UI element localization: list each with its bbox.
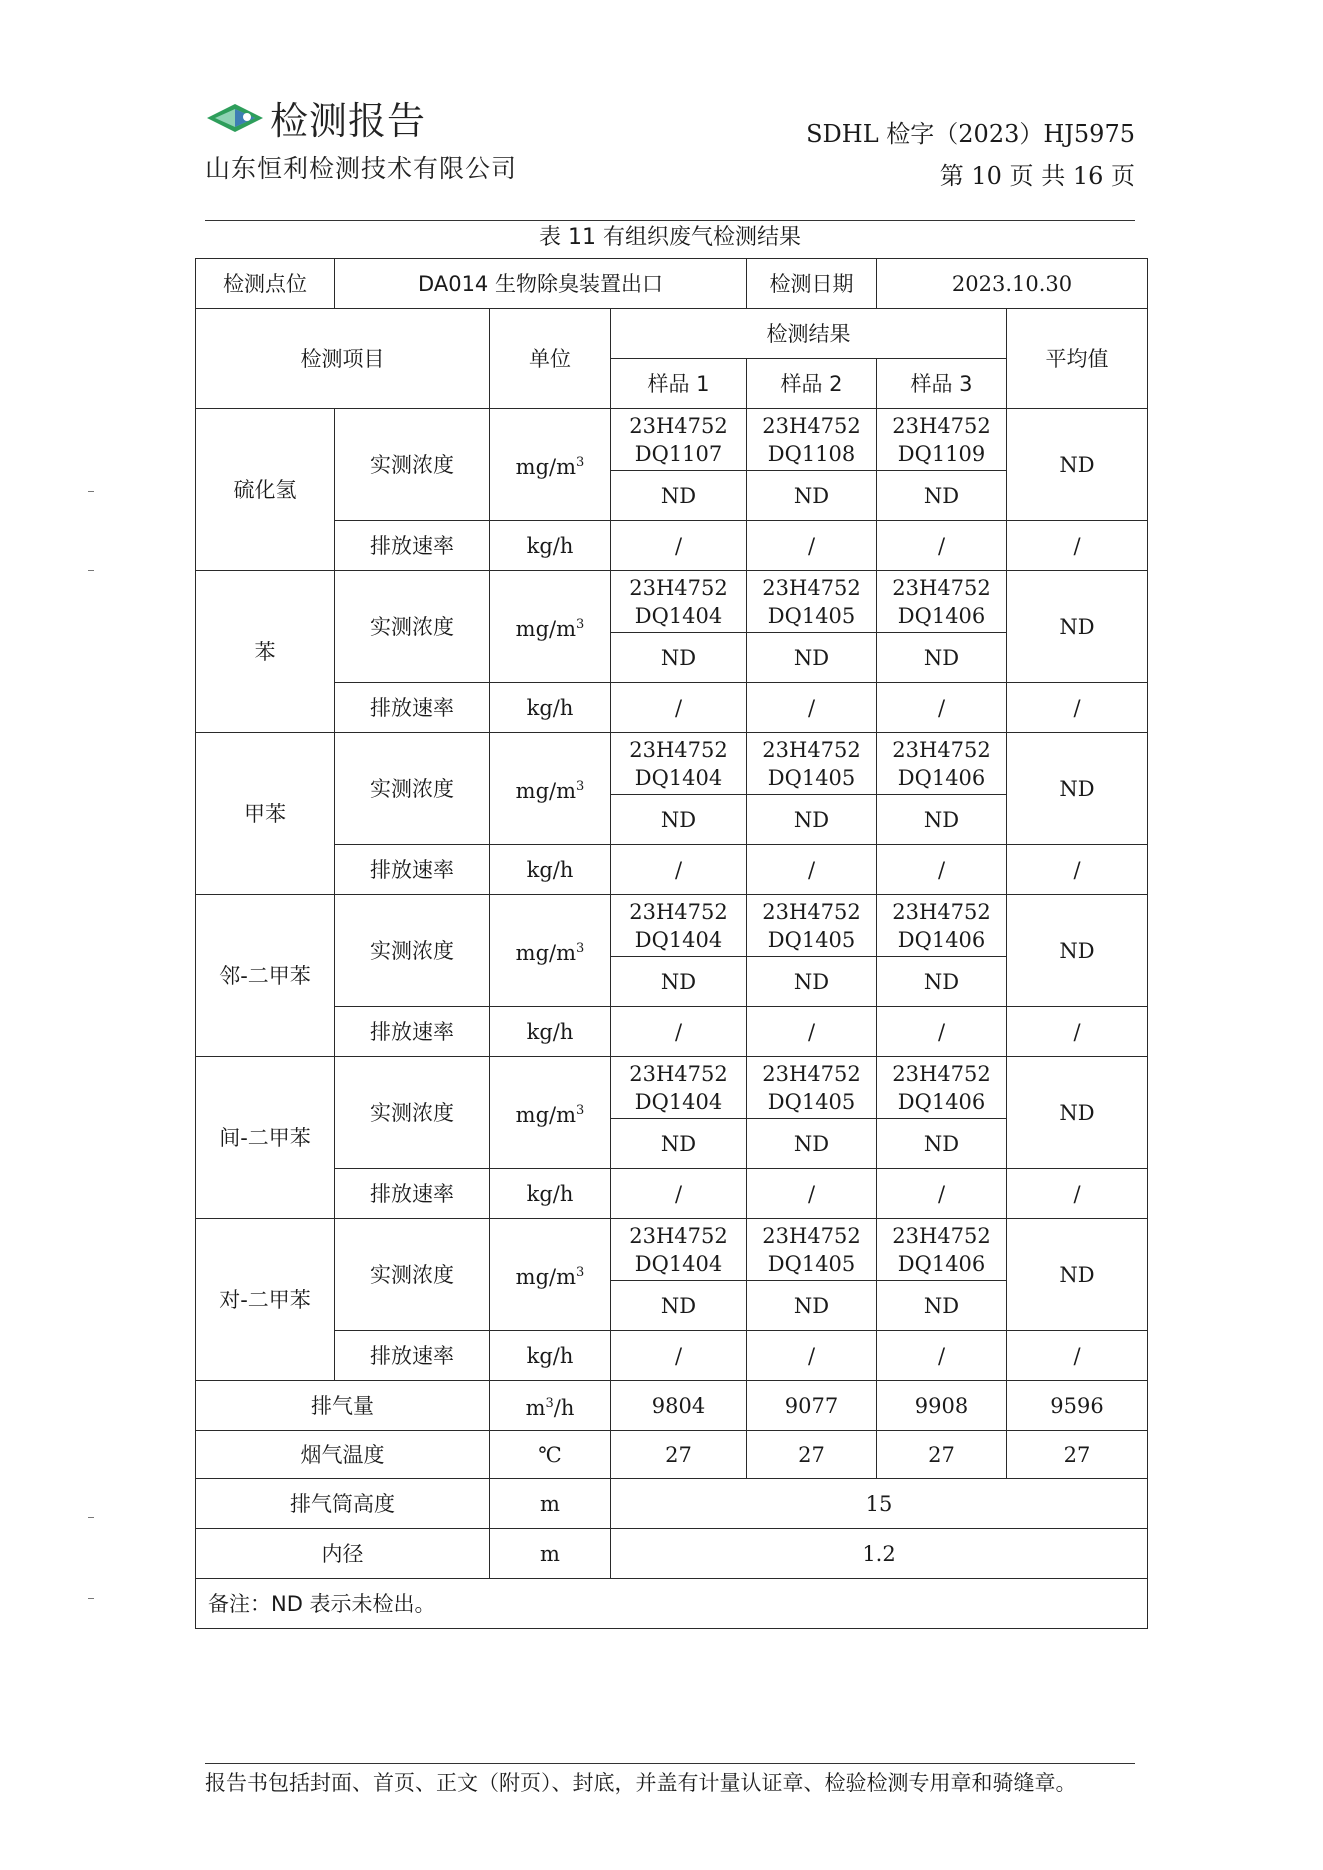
conc-average: ND — [1007, 1057, 1148, 1169]
flow-average: 9596 — [1007, 1381, 1148, 1431]
table-row — [196, 1331, 1148, 1381]
pollutant-name: 苯 — [196, 571, 335, 733]
diameter-value: 1.2 — [611, 1529, 1148, 1579]
rate-unit: kg/h — [490, 1007, 611, 1057]
diameter-unit: m — [490, 1529, 611, 1579]
conc-value: ND — [877, 1281, 1007, 1331]
sample-code: 23H4752 DQ1107 — [611, 409, 747, 471]
scan-mark — [88, 491, 94, 492]
scan-mark — [88, 570, 94, 571]
diameter-label: 内径 — [196, 1529, 490, 1579]
flow-value: 9804 — [611, 1381, 747, 1431]
rate-value: / — [877, 845, 1007, 895]
sample-code: 23H4752 DQ1108 — [747, 409, 877, 471]
flow-row — [196, 1381, 1148, 1431]
sample-code: 23H4752 DQ1404 — [611, 1057, 747, 1119]
rate-value: / — [747, 521, 877, 571]
rate-unit: kg/h — [490, 1169, 611, 1219]
rate-value: / — [747, 845, 877, 895]
conc-average: ND — [1007, 571, 1148, 683]
sample-code: 23H4752 DQ1405 — [747, 571, 877, 633]
stack-height-value: 15 — [611, 1479, 1148, 1529]
sample-code: 23H4752 DQ1404 — [611, 571, 747, 633]
sample-code: 23H4752 DQ1109 — [877, 409, 1007, 471]
flow-unit: $m^3/h$ — [490, 1381, 611, 1431]
conc-value: ND — [877, 795, 1007, 845]
scan-mark — [88, 1517, 94, 1518]
header-row — [196, 309, 1148, 359]
flow-label: 排气量 — [196, 1381, 490, 1431]
conc-unit: $mg/m^3$ — [490, 733, 611, 845]
measured-conc-label: 实测浓度 — [335, 733, 490, 845]
point-row — [196, 259, 1148, 309]
table-row — [196, 733, 1148, 795]
conc-value: ND — [747, 471, 877, 521]
stack-height-row — [196, 1479, 1148, 1529]
sample-code: 23H4752 DQ1405 — [747, 895, 877, 957]
conc-value: ND — [747, 633, 877, 683]
sample-code: 23H4752 DQ1406 — [877, 733, 1007, 795]
col-header-sample-1: 样品 1 — [611, 359, 747, 409]
rate-value: / — [611, 1007, 747, 1057]
table-row — [196, 1057, 1148, 1119]
conc-value: ND — [877, 1119, 1007, 1169]
conc-value: ND — [747, 795, 877, 845]
emission-rate-label: 排放速率 — [335, 1331, 490, 1381]
table-row — [196, 1219, 1148, 1281]
emission-rate-label: 排放速率 — [335, 1007, 490, 1057]
rate-value: / — [747, 683, 877, 733]
rate-value: / — [611, 845, 747, 895]
sample-code: 23H4752 DQ1404 — [611, 733, 747, 795]
table-caption: 表 11 有组织废气检测结果 — [539, 225, 801, 250]
company-logo — [205, 100, 267, 136]
measured-conc-label: 实测浓度 — [335, 1219, 490, 1331]
table-row — [196, 683, 1148, 733]
sample-code: 23H4752 DQ1404 — [611, 895, 747, 957]
pollutant-name: 甲苯 — [196, 733, 335, 895]
report-title: 检测报告 — [270, 99, 427, 143]
col-header-result: 检测结果 — [611, 309, 1007, 359]
rate-value: / — [747, 1007, 877, 1057]
pollutant-name: 间-二甲苯 — [196, 1057, 335, 1219]
rate-unit: kg/h — [490, 845, 611, 895]
sample-code: 23H4752 DQ1405 — [747, 1219, 877, 1281]
flow-value: 9077 — [747, 1381, 877, 1431]
conc-value: ND — [877, 957, 1007, 1007]
sample-code: 23H4752 DQ1406 — [877, 571, 1007, 633]
conc-unit: $mg/m^3$ — [490, 571, 611, 683]
conc-unit: $mg/m^3$ — [490, 409, 611, 521]
rate-unit: kg/h — [490, 683, 611, 733]
rate-value: / — [877, 1007, 1007, 1057]
conc-average: ND — [1007, 409, 1148, 521]
date-value: 2023.10.30 — [877, 259, 1148, 309]
point-value: DA014 生物除臭装置出口 — [335, 259, 747, 309]
scan-mark — [88, 1598, 94, 1599]
table-row — [196, 895, 1148, 957]
company-name: 山东恒利检测技术有限公司 — [205, 154, 518, 183]
emission-rate-label: 排放速率 — [335, 845, 490, 895]
col-header-sample-2: 样品 2 — [747, 359, 877, 409]
rate-value: / — [877, 1331, 1007, 1381]
conc-value: ND — [747, 1281, 877, 1331]
rate-value: / — [747, 1331, 877, 1381]
col-header-unit: 单位 — [490, 309, 611, 409]
rate-average: / — [1007, 845, 1148, 895]
stack-height-label: 排气筒高度 — [196, 1479, 490, 1529]
table-note: 备注：ND 表示未检出。 — [196, 1579, 1148, 1629]
emission-rate-label: 排放速率 — [335, 683, 490, 733]
rate-average: / — [1007, 1331, 1148, 1381]
measured-conc-label: 实测浓度 — [335, 571, 490, 683]
temperature-row — [196, 1431, 1148, 1479]
measured-conc-label: 实测浓度 — [335, 409, 490, 521]
sample-code: 23H4752 DQ1406 — [877, 1057, 1007, 1119]
sample-code: 23H4752 DQ1405 — [747, 1057, 877, 1119]
emission-rate-label: 排放速率 — [335, 521, 490, 571]
pollutant-name: 对-二甲苯 — [196, 1219, 335, 1381]
note-row — [196, 1579, 1148, 1629]
rate-value: / — [877, 683, 1007, 733]
table-row — [196, 521, 1148, 571]
conc-value: ND — [747, 957, 877, 1007]
emission-rate-label: 排放速率 — [335, 1169, 490, 1219]
temperature-value: 27 — [747, 1431, 877, 1479]
table-row — [196, 1007, 1148, 1057]
temperature-value: 27 — [611, 1431, 747, 1479]
rate-value: / — [611, 1331, 747, 1381]
conc-unit: $mg/m^3$ — [490, 1219, 611, 1331]
temperature-average: 27 — [1007, 1431, 1148, 1479]
temperature-unit: ℃ — [490, 1431, 611, 1479]
rate-value: / — [877, 521, 1007, 571]
sample-code: 23H4752 DQ1406 — [877, 895, 1007, 957]
measured-conc-label: 实测浓度 — [335, 895, 490, 1007]
table-row — [196, 571, 1148, 633]
conc-unit: $mg/m^3$ — [490, 895, 611, 1007]
table-row — [196, 845, 1148, 895]
report-number: SDHL 检字（2023）HJ5975 — [806, 120, 1135, 148]
rate-average: / — [1007, 1169, 1148, 1219]
conc-value: ND — [877, 471, 1007, 521]
col-header-item: 检测项目 — [196, 309, 490, 409]
conc-value: ND — [611, 795, 747, 845]
conc-value: ND — [877, 633, 1007, 683]
footer-text: 报告书包括封面、首页、正文（附页）、封底，并盖有计量认证章、检验检测专用章和骑缝章。 — [205, 1771, 1077, 1795]
pollutant-name: 邻-二甲苯 — [196, 895, 335, 1057]
conc-value: ND — [747, 1119, 877, 1169]
sample-code: 23H4752 DQ1405 — [747, 733, 877, 795]
rate-value: / — [877, 1169, 1007, 1219]
header-divider — [205, 220, 1135, 221]
page-info: 第 10 页 共 16 页 — [939, 162, 1135, 190]
sample-code: 23H4752 DQ1404 — [611, 1219, 747, 1281]
table-row — [196, 1169, 1148, 1219]
conc-value: ND — [611, 1281, 747, 1331]
footer-divider — [205, 1763, 1135, 1764]
results-table — [195, 258, 1148, 1629]
table-row — [196, 409, 1148, 471]
conc-value: ND — [611, 957, 747, 1007]
rate-unit: kg/h — [490, 521, 611, 571]
diameter-row — [196, 1529, 1148, 1579]
temperature-value: 27 — [877, 1431, 1007, 1479]
conc-value: ND — [611, 1119, 747, 1169]
rate-average: / — [1007, 1007, 1148, 1057]
rate-value: / — [611, 1169, 747, 1219]
flow-value: 9908 — [877, 1381, 1007, 1431]
sample-code: 23H4752 DQ1406 — [877, 1219, 1007, 1281]
conc-average: ND — [1007, 895, 1148, 1007]
conc-unit: $mg/m^3$ — [490, 1057, 611, 1169]
rate-average: / — [1007, 683, 1148, 733]
point-label: 检测点位 — [196, 259, 335, 309]
rate-value: / — [611, 683, 747, 733]
conc-average: ND — [1007, 1219, 1148, 1331]
date-label: 检测日期 — [747, 259, 877, 309]
conc-value: ND — [611, 633, 747, 683]
pollutant-name: 硫化氢 — [196, 409, 335, 571]
rate-value: / — [747, 1169, 877, 1219]
stack-height-unit: m — [490, 1479, 611, 1529]
temperature-label: 烟气温度 — [196, 1431, 490, 1479]
col-header-average: 平均值 — [1007, 309, 1148, 409]
col-header-sample-3: 样品 3 — [877, 359, 1007, 409]
conc-average: ND — [1007, 733, 1148, 845]
rate-value: / — [611, 521, 747, 571]
rate-average: / — [1007, 521, 1148, 571]
rate-unit: kg/h — [490, 1331, 611, 1381]
conc-value: ND — [611, 471, 747, 521]
measured-conc-label: 实测浓度 — [335, 1057, 490, 1169]
